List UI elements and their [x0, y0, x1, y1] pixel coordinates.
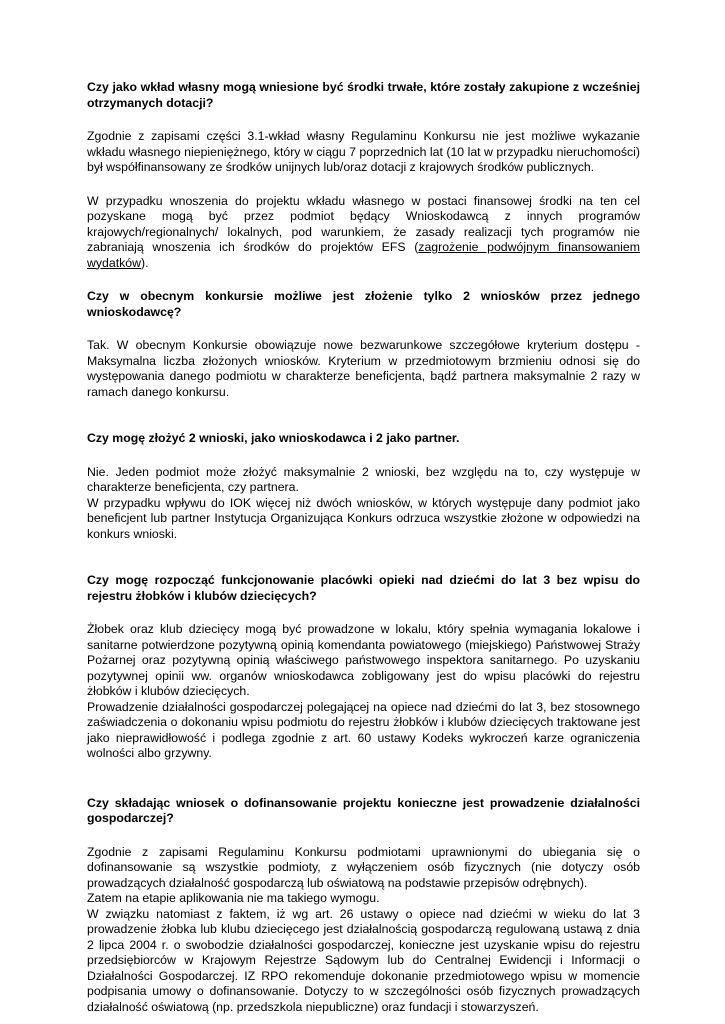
question-2: Czy w obecnym konkursie możliwe jest złożenie tylko 2 wniosków przez jednego wnioskodawcę? [87, 289, 640, 319]
answer-3-paragraph-2: W przypadku wpływu do IOK więcej niż dwóch wniosków, w których występuje dany podmiot jako beneficjent lub partner Instytucja Organizująca Konkurs odrzuca wszystkie złożone w odpowiedzi na konkurs wnioski. [87, 495, 640, 541]
question-3: Czy mogę złożyć 2 wnioski, jako wnioskodawca i 2 jako partner. [87, 431, 460, 445]
answer-4-paragraph-1: Żłobek oraz klub dziecięcy mogą być prowadzone w lokalu, który spełnia wymagania lokalowe i sanitarne potwierdzone pozytywną opinią komendanta powiatowego (miejskiego) Państwowej Straży Pożarnej oraz pozytywną opinią właściwego państwowego inspektora sanitarnego. Po uzyskaniu pozytywnej opinii ww. organów wnioskodawca zobligowany jest do wpisu placówki do rejestru żłobków i klubów dziecięcych. [87, 622, 640, 698]
answer-5-paragraph-1: Zgodnie z zapisami Regulaminu Konkursu podmiotami uprawnionymi do ubiegania się o dofinansowanie są wszystkie podmioty, z wyłączeniem osób fizycznych (nie dotyczy osób prowadzących działalność gospodarczą lub oświatową na podstawie przepisów odrębnych). [87, 844, 640, 890]
question-5: Czy składając wniosek o dofinansowanie projektu konieczne jest prowadzenie działalności gospodarczej? [87, 795, 640, 825]
answer-2-paragraph-1: Tak. W obecnym Konkursie obowiązuje nowe bezwarunkowe szczegółowe kryterium dostępu - Maksymalna liczba złożonych wniosków. Kryterium w przedmiotowym brzmieniu odnosi się do występowania danego podmiotu w charakterze beneficjenta, bądź partnera maksymalnie 2 razy w ramach danego konkursu. [87, 338, 640, 399]
answer-1-paragraph-2 [87, 194, 640, 272]
answer-4-paragraph-2: Prowadzenie działalności gospodarczej polegającej na opiece nad dziećmi do lat 3, bez stosownego zaświadczenia o dokonaniu wpisu podmiotu do rejestru żłobków i klubów dziecięcych traktowane jest jako nieprawidłowość i podlega zgodnie z art. 60 ustawy Kodeks wykroczeń karze ograniczenia wolności albo grzywny. [87, 699, 640, 760]
question-4: Czy mogę rozpocząć funkcjonowanie placówki opieki nad dziećmi do lat 3 bez wpisu do rejestru żłobków i klubów dziecięcych? [87, 573, 640, 603]
question-1: Czy jako wkład własny mogą wniesione być środki trwałe, które zostały zakupione z wcześniej otrzymanych dotacji? [87, 80, 640, 110]
answer-5-paragraph-2: Zatem na etapie aplikowania nie ma takiego wymogu. [87, 891, 380, 905]
answer-5-paragraph-3: W związku natomiast z faktem, iż wg art. 26 ustawy o opiece nad dziećmi w wieku do lat 3 prowadzenie żłobka lub klubu dziecięcego jest działalnością gospodarczą regulowaną ustawą z dnia 2 lipca 2004 r. o swobodzie działalności gospodarczej, konieczne jest uzyskanie wpisu do rejestru przedsiębiorców w Krajowym Rejestrze Sądowym lub do Centralnej Ewidencji i Informacji o Działalności Gospodarczej. IZ RPO rekomenduje dokonanie przedmiotowego wpisu w momencie podpisania umowy o dofinansowanie. Dotyczy to w szczególności osób fizycznych prowadzących działalność oświatową (np. przedszkola niepubliczne) oraz fundacji i stowarzyszeń. [87, 906, 640, 1014]
underlined-phrase: zagrożenie podwójnym finansowaniem wydatków [87, 240, 640, 270]
answer-1-paragraph-1: Zgodnie z zapisami części 3.1-wkład własny Regulaminu Konkursu nie jest możliwe wykazanie wkładu własnego niepieniężnego, który w ciągu 7 poprzednich lat (10 lat w przypadku nieruchomości) był współfinansowany ze środków unijnych lub/oraz dotacji z krajowych środków publicznych. [87, 129, 640, 174]
answer-1-paragraph-2-tail: ). [141, 255, 149, 270]
answer-1-paragraph-2-text: W przypadku wnoszenia do projektu wkładu własnego w postaci finansowej środki na ten cel pozyskane mogą być przez podmiot będący Wnioskodawcą z innych programów krajowych/regionalnych/ lokalnych, pod warunkiem, że zasady realizacji tych programów nie zabraniają wnoszenia ich środków do projektów EFS ( [87, 193, 640, 254]
faq-document [87, 80, 640, 1015]
answer-3-paragraph-1: Nie. Jeden podmiot może złożyć maksymalnie 2 wnioski, bez względu na to, czy występuje w charakterze beneficjenta, czy partnera. [87, 464, 640, 494]
